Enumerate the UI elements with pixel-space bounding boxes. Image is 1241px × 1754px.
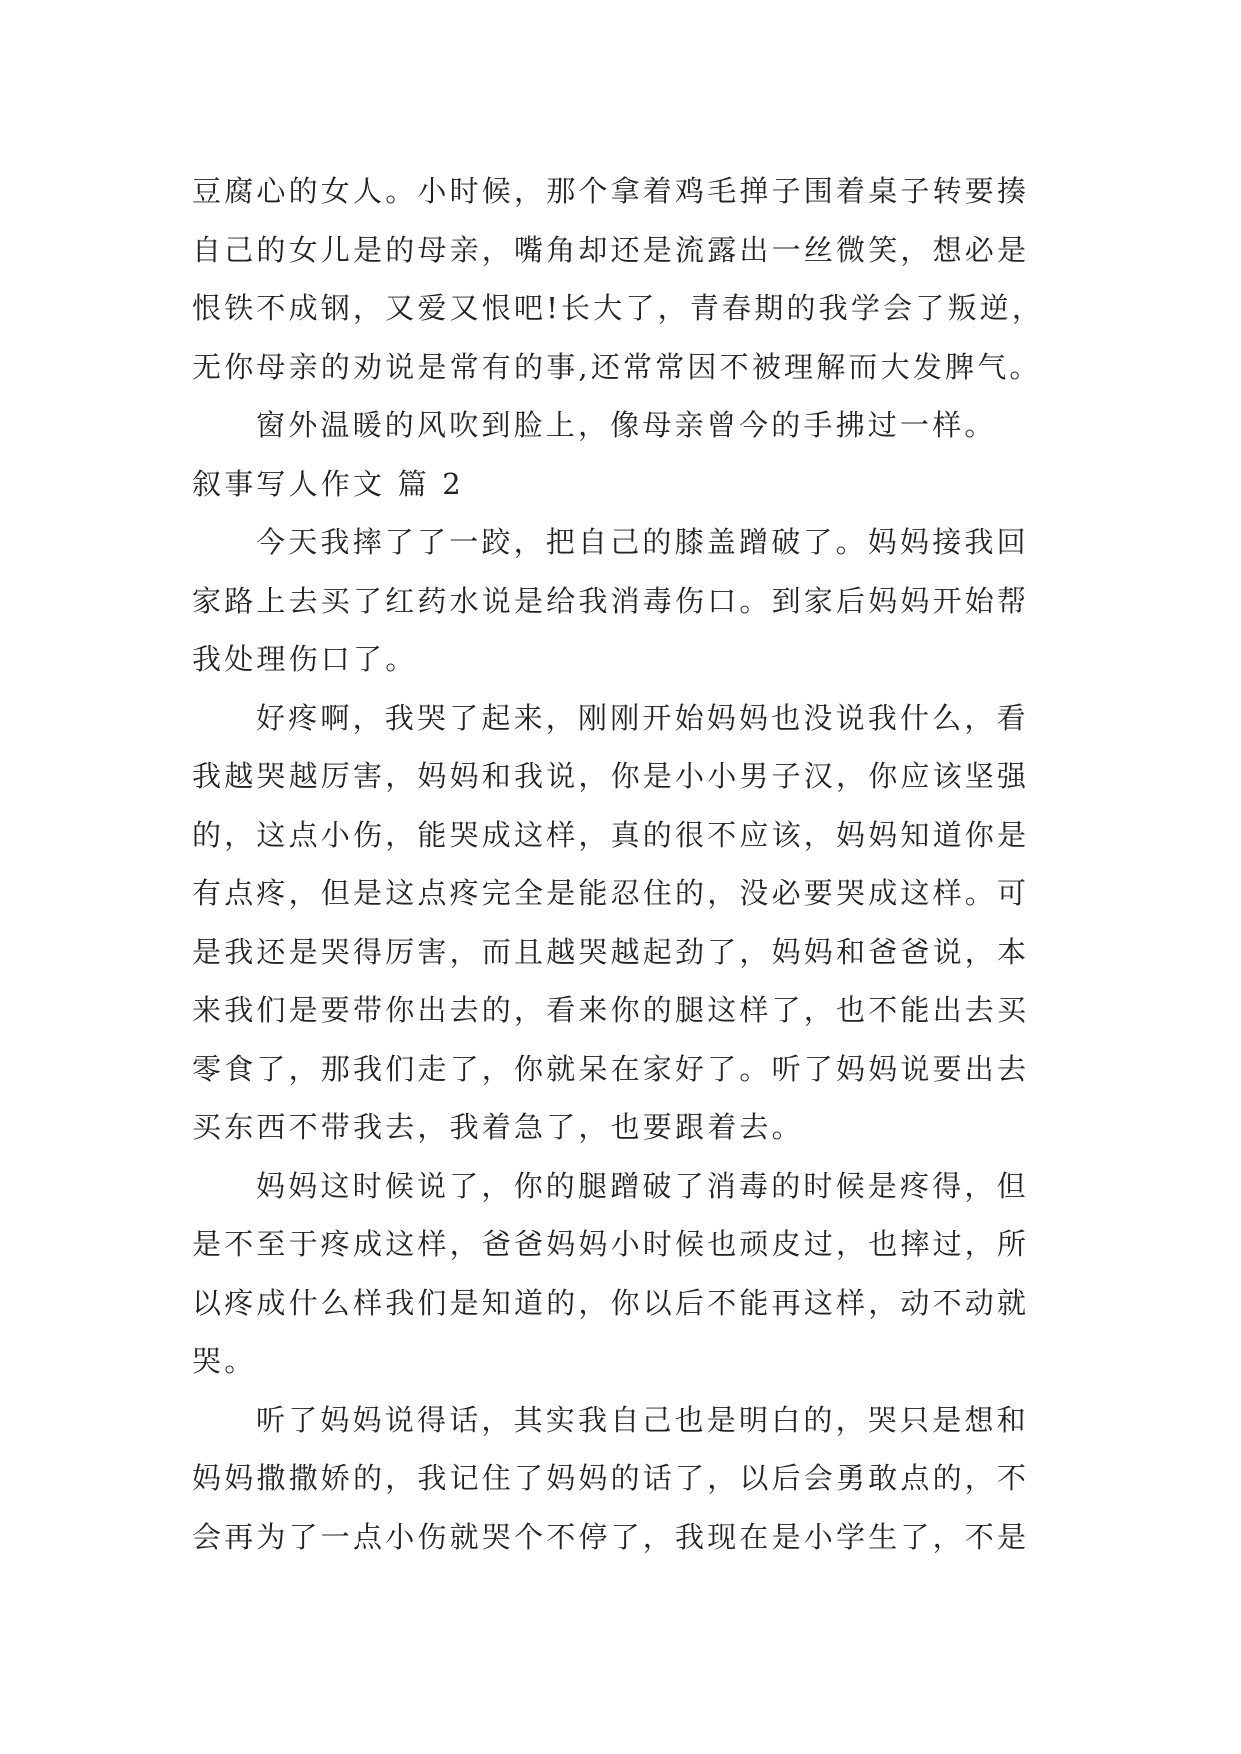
paragraph-crying: 好疼啊，我哭了起来，刚刚开始妈妈也没说我什么，看 我越哭越厉害，妈妈和我说，你是小小男子汉，你应该坚强 的，这点小伤，能哭成这样，真的很不应该，妈妈知道你是 有点疼，但是这点疼完全是能忍住的，没必要哭成这样。可 是我还是哭得厉害，而且越哭越起劲了，妈妈和爸爸说，本 来我们是要带你出去的，看来你的腿这样了，也不能出去买 零食了，那我们走了，你就呆在家好了。听了妈妈说要出去 买东西不带我去，我着急了，也要跟着去。	[192, 700, 1030, 1144]
paragraph-continued: 豆腐心的女人。小时候，那个拿着鸡毛掸子围着桌子转要揍 自己的女儿是的母亲，嘴角却还是流露出一丝微笑，想必是 恨铁不成钢，又爱又恨吧!长大了，青春期的我学会了叛逆， 无你母亲的劝说是常有的事,还常常因不被理解而大发脾气。	[192, 174, 1045, 384]
paragraph-window-breeze: 窗外温暖的风吹到脸上，像母亲曾今的手拂过一样。	[256, 408, 997, 442]
section-heading: 叙事写人作文 篇 2	[192, 466, 464, 501]
document-page	[192, 162, 1062, 1566]
paragraph-mother-advice: 妈妈这时候说了，你的腿蹭破了消毒的时候是疼得，但 是不至于疼成这样，爸爸妈妈小时候也顽皮过，也摔过，所 以疼成什么样我们是知道的，你以后不能再这样，动不动就 哭。	[192, 1168, 1030, 1378]
paragraph-knee-injury: 今天我摔了了一跤，把自己的膝盖蹭破了。妈妈接我回 家路上去买了红药水说是给我消毒伤口。到家后妈妈开始帮 我处理伤口了。	[192, 525, 1030, 676]
paragraph-understanding: 听了妈妈说得话，其实我自己也是明白的，哭只是想和 妈妈撒撒娇的，我记住了妈妈的话了，以后会勇敢点的，不 会再为了一点小伤就哭个不停了，我现在是小学生了，不是	[192, 1402, 1030, 1554]
